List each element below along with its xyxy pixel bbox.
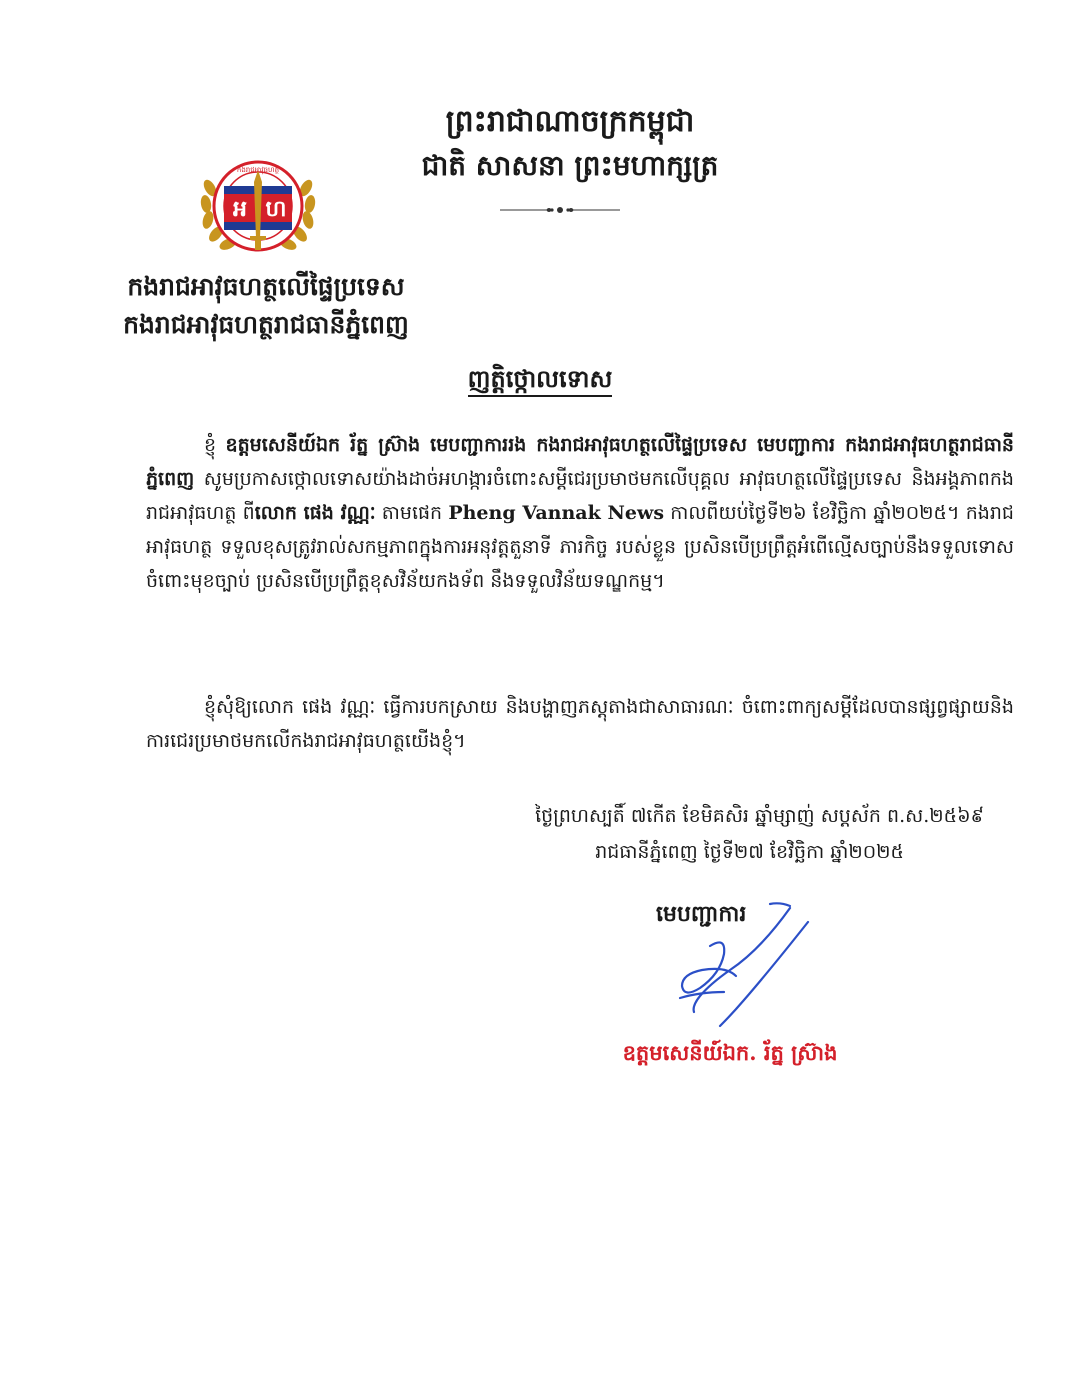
kingdom-header xyxy=(360,100,780,188)
emblem-letter-right: ហ xyxy=(265,196,287,222)
paragraph-2: ខ្ញុំសុំឱ្យលោក ផេង វណ្ណៈ ធ្វើការបកស្រាយ និងបង្ហាញភស្តុតាងជាសាធារណៈ ចំពោះពាក្យសម្ដីដែលបានផ្សព្វផ្សាយនិងការជេរប្រមាថមកលើកងរាជអាវុធហត្ថយើងខ្ញុំ។ xyxy=(146,696,1014,752)
paragraph-1-bold-2: លោក ផេង វណ្ណៈ xyxy=(254,502,376,524)
document-title-text: ញត្តិថ្កោលទោស xyxy=(468,364,613,397)
organization-line-2: កងរាជអាវុធហត្ថរាជធានីភ្នំពេញ xyxy=(123,310,409,339)
paragraph-1 xyxy=(146,428,1014,598)
document-title xyxy=(340,364,740,399)
paragraph-1-bold-3: Pheng Vannak News xyxy=(448,502,665,524)
national-motto: ជាតិ សាសនា ព្រះមហាក្សត្រ xyxy=(421,149,719,182)
date-block xyxy=(424,798,984,870)
organization-block xyxy=(96,268,436,344)
paragraph-1-bold-1: ឧត្តមសេនីយ៍ឯក រ័ត្ន ស្រ៊ាង មេបញ្ជាការរង កងរាជអាវុធហត្ថលើផ្ទៃប្រទេស មេបញ្ជាការ កងរាជអាវុធហត្ថរាជធានីភ្នំពេញ xyxy=(146,434,1014,490)
military-police-emblem-icon xyxy=(196,158,320,258)
organization-line-1: កងរាជអាវុធហត្ថលើផ្ទៃប្រទេស xyxy=(127,272,405,301)
paragraph-1-part-1: ខ្ញុំ xyxy=(204,434,226,456)
date-lunar: ថ្ងៃព្រហស្បតិ៍ ៧កើត ខែមិគសិរ ឆ្នាំម្សាញ់ សប្តស័ក ព.ស.២៥៦៩ xyxy=(535,805,984,827)
kingdom-title: ព្រះរាជាណាចក្រកម្ពុជា xyxy=(445,104,695,139)
signer-name: ឧត្តមសេនីយ៍ឯក. រ័ត្ន ស្រ៊ាង xyxy=(622,1040,838,1065)
emblem-letter-left: អ xyxy=(233,196,247,222)
paragraph-1-part-3: តាមផេក xyxy=(375,502,449,524)
paragraph-1-part-4: កាលពីយប់ថ្ងៃទី២៦ ខែវិច្ឆិកា ឆ្នាំ២០២៥។ កងរាជអាវុធហត្ថ ទទួលខុសត្រូវរាល់សកម្មភាពក្នុងការអនុវត្តតួនាទី ភារកិច្ច របស់ខ្លួន ប្រសិនបើប្រព្រឹត្តអំពើល្មើសច្បាប់នឹងទទួលទោសចំពោះមុខច្បាប់ ប្រសិនបើប្រព្រឹត្តខុសវិន័យកងទ័ព នឹងទទួលវិន័យទណ្ឌកម្ម។ xyxy=(146,502,1014,592)
divider-ornament-icon xyxy=(500,203,620,217)
handwritten-signature-icon xyxy=(640,900,830,1040)
date-solar: រាជធានីភ្នំពេញ ថ្ងៃទី២៧ ខែវិច្ឆិកា ឆ្នាំ២០២៥ xyxy=(595,841,904,863)
paragraph-1-part-2: សូមប្រកាសថ្កោលទោសយ៉ាងដាច់អហង្ការចំពោះសម្ដីជេរប្រមាថមកលើបុគ្គល អាវុធហត្ថលើផ្ទៃប្រទេស និងអង្គភាពកងរាជអាវុធហត្ថ ពី xyxy=(146,468,1014,524)
signature-title: មេបញ្ជាការ xyxy=(656,901,747,927)
emblem-ring-text: កងរាជអាវុធហត្ថ xyxy=(236,166,280,174)
